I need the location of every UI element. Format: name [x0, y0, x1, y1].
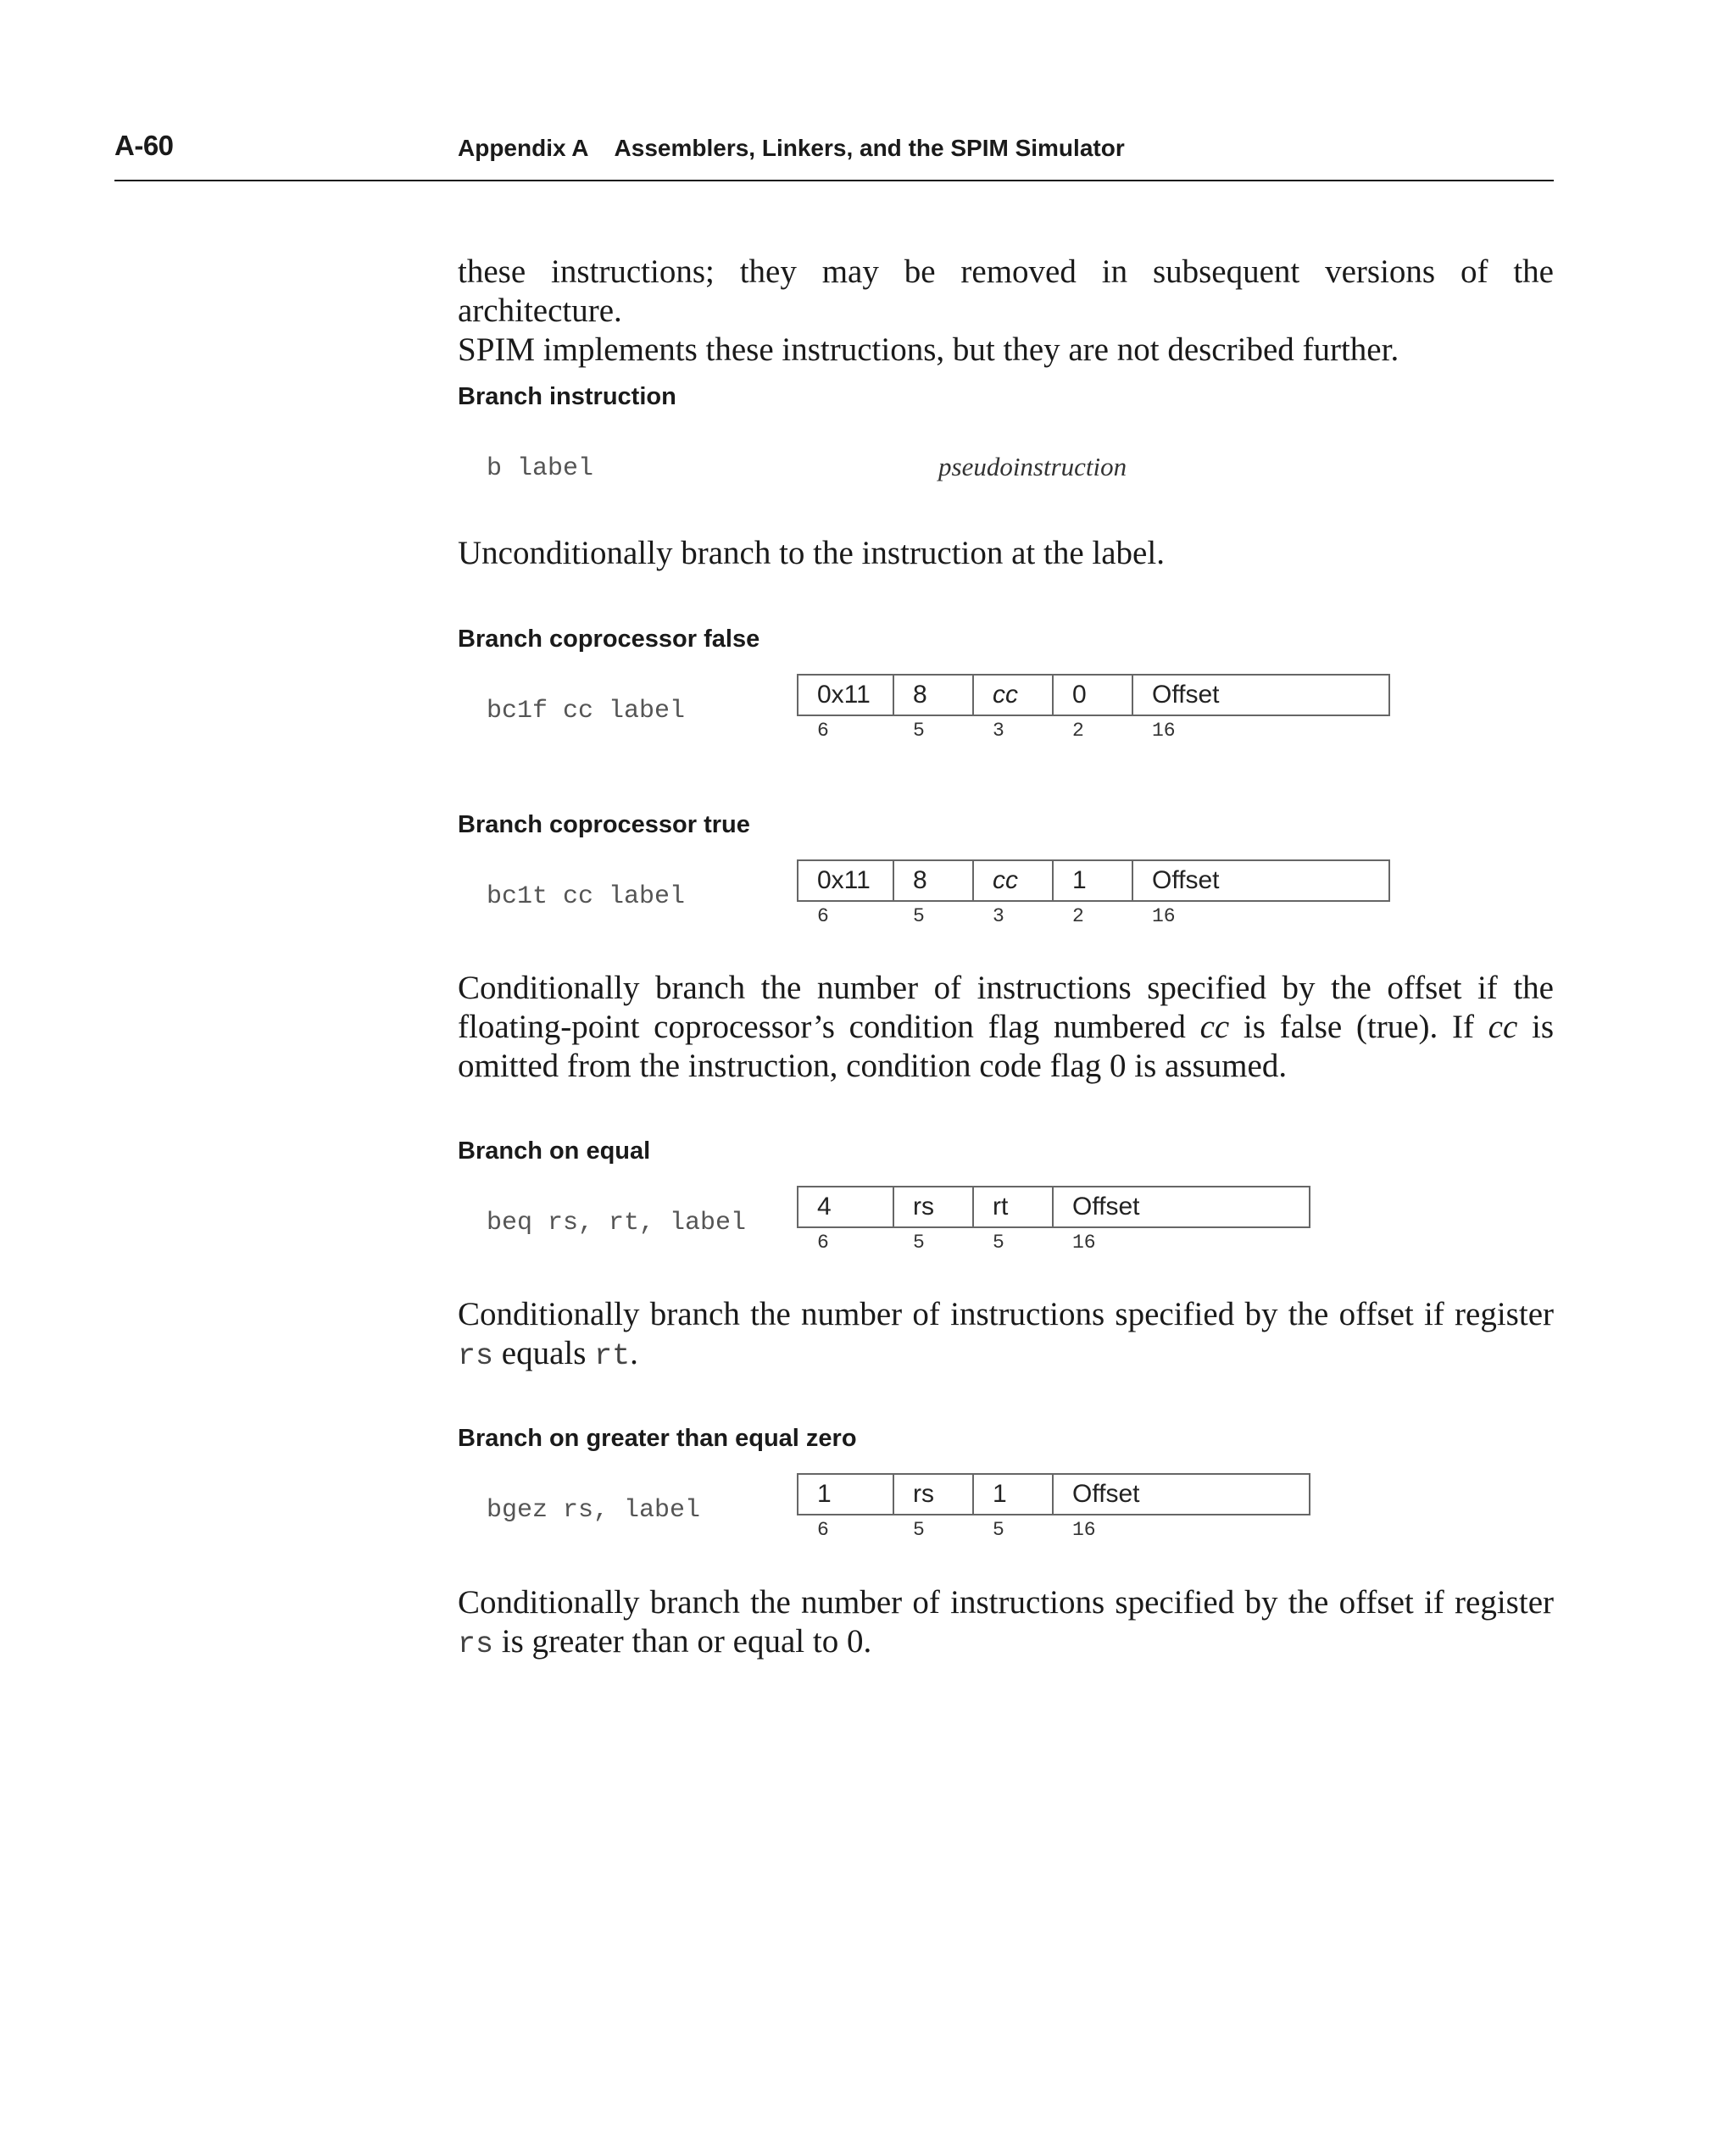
field-cc: cc	[972, 674, 1054, 716]
section-title-bgez: Branch on greater than equal zero	[458, 1425, 857, 1452]
syntax-bc1t: bc1t cc label	[487, 882, 686, 911]
width-label: 3	[993, 720, 1004, 742]
page-number: A-60	[114, 130, 174, 161]
syntax-bc1f: bc1f cc label	[487, 697, 686, 726]
field-offset: Offset	[1052, 1186, 1310, 1228]
section-title-bc1t: Branch coprocessor true	[458, 811, 750, 838]
description-branch: Unconditionally branch to the instruction at the label.	[458, 535, 1165, 571]
syntax-bgez: bgez rs, label	[487, 1496, 701, 1525]
field-opcode: 1	[797, 1473, 894, 1515]
instruction-format-bc1f	[797, 674, 1390, 742]
field-fmt: 8	[893, 674, 974, 716]
field-opcode: 4	[797, 1186, 894, 1228]
width-label: 2	[1072, 905, 1084, 927]
description-beq: Conditionally branch the number of instructions specified by the offset if register rs equals rt.	[458, 1296, 1554, 1373]
width-label: 6	[817, 1232, 829, 1254]
field-rt: 1	[972, 1473, 1054, 1515]
width-label: 5	[993, 1519, 1004, 1541]
width-label: 16	[1072, 1232, 1096, 1254]
width-label: 5	[993, 1232, 1004, 1254]
intro-line-1: these instructions; they may be removed in subsequent versions of the architecture.	[458, 253, 1554, 329]
section-title-bc1f: Branch coprocessor false	[458, 626, 760, 653]
width-label: 6	[817, 720, 829, 742]
description-bc1: Conditionally branch the number of instructions specified by the offset if the floating-point coprocessor’s condition flag numbered cc is false (true). If cc is omitted from the instruction, condition code flag 0 is assumed.	[458, 970, 1555, 1084]
width-label: 5	[913, 905, 925, 927]
width-label: 5	[913, 1232, 925, 1254]
field-rt: rt	[972, 1186, 1054, 1228]
field-fmt: 8	[893, 859, 974, 902]
width-label: 16	[1152, 905, 1176, 927]
width-label: 2	[1072, 720, 1084, 742]
width-label: 6	[817, 905, 829, 927]
intro-paragraph	[458, 253, 1554, 370]
field-tf: 0	[1052, 674, 1133, 716]
section-title-beq: Branch on equal	[458, 1137, 651, 1165]
syntax-b: b label	[487, 454, 594, 483]
section-title-branch: Branch instruction	[458, 383, 676, 410]
width-label: 6	[817, 1519, 829, 1541]
width-label: 16	[1152, 720, 1176, 742]
appendix-label: Appendix A	[458, 135, 589, 161]
header-rule	[114, 180, 1554, 181]
field-opcode: 0x11	[797, 674, 894, 716]
chapter-title: Assemblers, Linkers, and the SPIM Simulator	[614, 135, 1125, 161]
syntax-beq: beq rs, rt, label	[487, 1209, 747, 1237]
field-offset: Offset	[1052, 1473, 1310, 1515]
intro-line-2: SPIM implements these instructions, but they are not described further.	[458, 331, 1399, 368]
instruction-format-beq	[797, 1186, 1310, 1254]
field-rs: rs	[893, 1186, 974, 1228]
field-offset: Offset	[1132, 674, 1390, 716]
width-label: 5	[913, 1519, 925, 1541]
running-head	[458, 135, 1125, 162]
field-offset: Offset	[1132, 859, 1390, 902]
width-label: 3	[993, 905, 1004, 927]
width-label: 5	[913, 720, 925, 742]
instruction-format-bc1t	[797, 859, 1390, 927]
field-cc: cc	[972, 859, 1054, 902]
instruction-format-bgez	[797, 1473, 1310, 1541]
field-rs: rs	[893, 1473, 974, 1515]
description-bgez: Conditionally branch the number of instructions specified by the offset if register rs is greater than or equal to 0.	[458, 1584, 1554, 1661]
pseudoinstruction-note: pseudoinstruction	[938, 452, 1127, 481]
width-label: 16	[1072, 1519, 1096, 1541]
field-tf: 1	[1052, 859, 1133, 902]
field-opcode: 0x11	[797, 859, 894, 902]
